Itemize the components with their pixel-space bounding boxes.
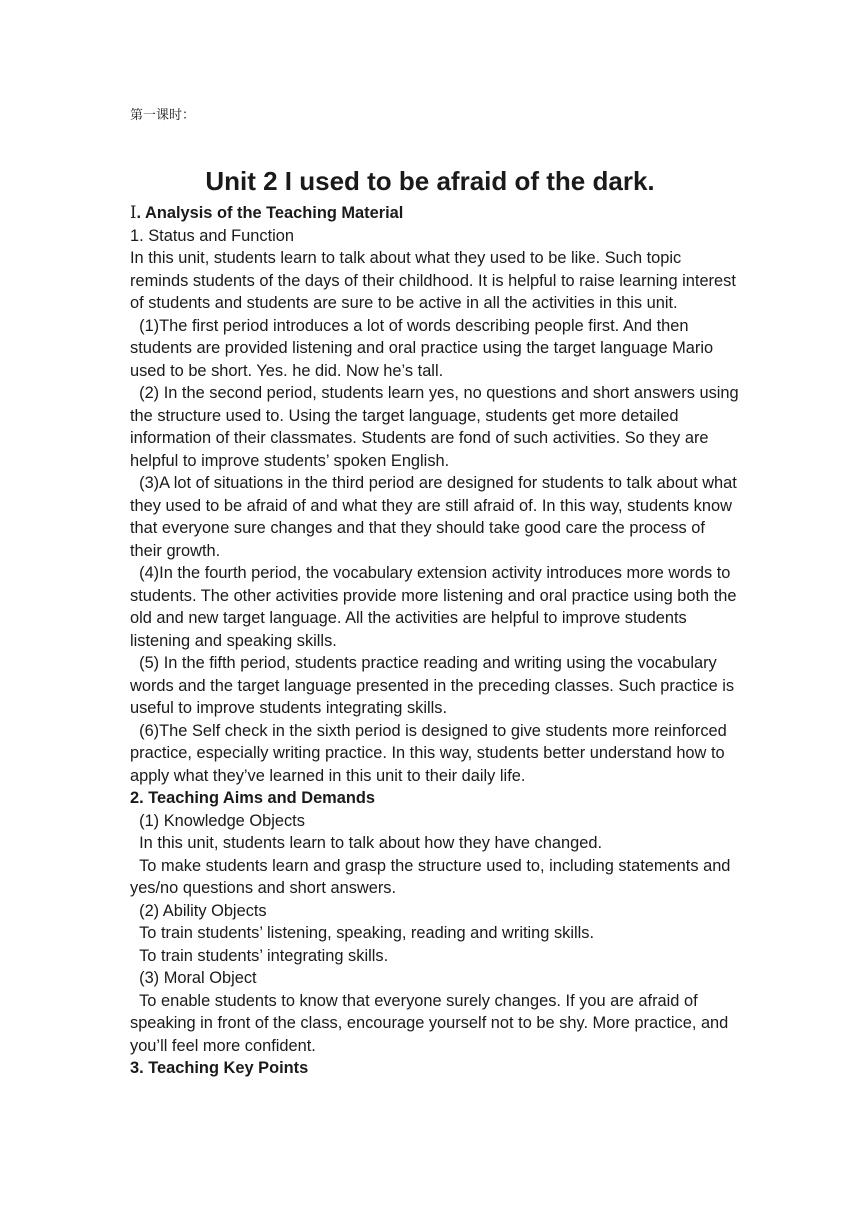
ability-objects-title: (2) Ability Objects	[130, 901, 267, 920]
document-body	[130, 202, 744, 1080]
subsection-title-status: 1. Status and Function	[130, 226, 295, 245]
lesson-label: 第一课时：	[130, 108, 196, 123]
period-paragraph: (6)The Self check in the sixth period is designed to give students more reinforced practice, especially writing practice. In this way, students better understand how to apply what they’ve learned in this unit to their daily life.	[130, 721, 732, 785]
period-paragraph: (1)The first period introduces a lot of words describing people first. And then students are provided listening and oral practice using the target language Mario used to be short. Yes. he did. Now he’s tall.	[130, 316, 718, 380]
knowledge-item: To make students learn and grasp the structure used to, including statements and yes/no questions and short answers.	[130, 856, 735, 897]
period-paragraph: (4)In the fourth period, the vocabulary extension activity introduces more words to students. The other activities provide more listening and oral practice using both the old and new target language. All the activities are helpful to improve students listening and speaking skills.	[130, 564, 742, 650]
ability-item: To train students’ integrating skills.	[130, 946, 389, 965]
section-heading-text: . Analysis of the Teaching Material	[136, 204, 404, 222]
roman-numeral: Ⅰ	[130, 203, 137, 222]
moral-object-title: (3) Moral Object	[130, 969, 257, 987]
moral-item: To enable students to know that everyone surely changes. If you are afraid of speaking in front of the class, encourage yourself not to be shy. More practice, and you’ll feel more confident.	[130, 991, 733, 1055]
period-paragraph: (3)A lot of situations in the third period are designed for students to talk about what they used to be afraid of and what they are still afraid of. In this way, students know that everyone sure changes and that they should take good care the process of their growth.	[130, 474, 742, 560]
period-paragraph: (2) In the second period, students learn yes, no questions and short answers using the structure used to. Using the target language, students get more detailed information of their classmates. Students are fond of such activities. So they are helpful to improve students’ spoken English.	[130, 384, 744, 470]
subsection-title-key-points: 3. Teaching Key Points	[130, 1059, 309, 1077]
ability-item: To train students’ listening, speaking, reading and writing skills.	[130, 924, 595, 942]
subsection-title-aims: 2. Teaching Aims and Demands	[130, 789, 376, 807]
unit-title: Unit 2 I used to be afraid of the dark.	[205, 166, 655, 196]
period-paragraph: (5) In the fifth period, students practice reading and writing using the vocabulary words and the target language presented in the preceding classes. Such practice is useful to improve students integrating skills.	[130, 654, 739, 717]
knowledge-item: In this unit, students learn to talk about how they have changed.	[130, 834, 602, 852]
section-heading-analysis	[130, 202, 740, 225]
knowledge-objects-title: (1) Knowledge Objects	[130, 811, 305, 830]
intro-paragraph: In this unit, students learn to talk about what they used to be like. Such topic reminds students of the days of their childhood. It is helpful to raise learning interest of students and students are sure to be active in all the activities in this unit.	[130, 249, 736, 312]
